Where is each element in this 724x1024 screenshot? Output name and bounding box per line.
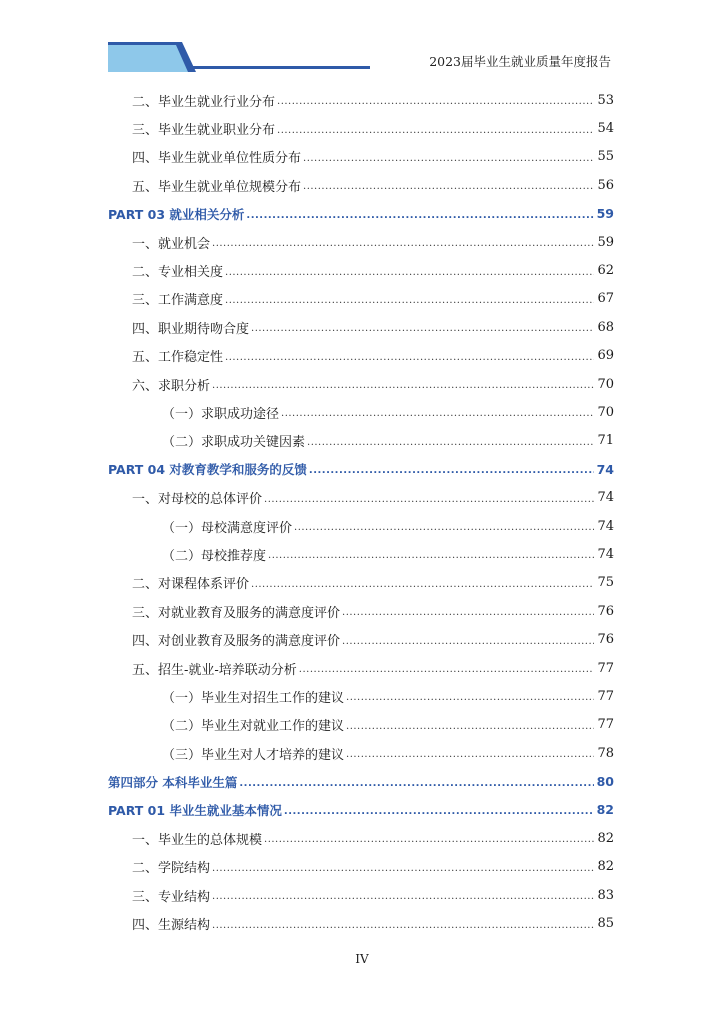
toc-entry-label: 四、职业期待吻合度: [132, 321, 250, 337]
toc-entry-page: 70: [597, 404, 614, 420]
toc-part-heading[interactable]: [108, 796, 614, 824]
toc-entry-label: 三、毕业生就业职业分布: [132, 123, 276, 139]
toc-leader-dots: [307, 438, 594, 448]
toc-entry-label: 一、毕业生的总体规模: [132, 832, 263, 848]
toc-entry-page: 75: [597, 575, 614, 591]
toc-entry[interactable]: [108, 342, 614, 370]
toc-entry-page: 76: [597, 632, 614, 648]
toc-entry-page: 77: [597, 717, 614, 733]
toc-entry-page: 83: [597, 887, 614, 903]
toc-entry-page: 85: [597, 916, 614, 932]
toc-leader-dots: [309, 466, 594, 476]
toc-entry-label: （一）求职成功途径: [162, 406, 280, 422]
toc-entry[interactable]: [108, 824, 614, 852]
toc-entry-page: 59: [596, 206, 614, 222]
toc-entry[interactable]: [108, 597, 614, 625]
toc-entry-page: 71: [597, 433, 614, 449]
toc-leader-dots: [294, 523, 594, 533]
toc-entry[interactable]: [108, 569, 614, 597]
toc-entry[interactable]: [108, 711, 614, 739]
toc-entry[interactable]: [108, 540, 614, 568]
toc-entry-label: PART 03 就业相关分析: [108, 206, 245, 222]
toc-leader-dots: [225, 268, 594, 278]
toc-entry[interactable]: [108, 483, 614, 511]
toc-entry[interactable]: [108, 654, 614, 682]
toc-entry-page: 74: [597, 518, 614, 534]
toc-leader-dots: [346, 750, 594, 760]
page-number: IV: [355, 952, 369, 966]
toc-entry[interactable]: [108, 909, 614, 937]
toc-leader-dots: [299, 665, 595, 675]
toc-leader-dots: [251, 324, 594, 334]
toc-entry-label: 五、招生-就业-培养联动分析: [132, 662, 297, 678]
toc-entry[interactable]: [108, 512, 614, 540]
toc-entry-page: 82: [596, 802, 614, 818]
toc-leader-dots: [225, 296, 594, 306]
toc-entry-label: 四、对创业教育及服务的满意度评价: [132, 634, 341, 650]
toc-entry-label: （二）毕业生对就业工作的建议: [162, 719, 345, 735]
toc-entry-label: 四、毕业生就业单位性质分布: [132, 151, 302, 167]
toc-entry-label: （一）母校满意度评价: [162, 520, 293, 536]
toc-entry-page: 80: [596, 774, 614, 790]
toc-entry-label: 五、工作稳定性: [132, 350, 224, 366]
toc-entry-label: 二、对课程体系评价: [132, 577, 250, 593]
toc-entry-page: 55: [597, 149, 614, 165]
toc-leader-dots: [212, 864, 594, 874]
toc-entry-label: 三、工作满意度: [132, 293, 224, 309]
toc-leader-dots: [303, 182, 594, 192]
toc-entry[interactable]: [108, 398, 614, 426]
toc-leader-dots: [212, 921, 594, 931]
toc-entry[interactable]: [108, 739, 614, 767]
toc-entry[interactable]: [108, 285, 614, 313]
report-title: 2023届毕业生就业质量年度报告: [429, 54, 611, 69]
toc-entry-page: 77: [597, 688, 614, 704]
toc-leader-dots: [246, 211, 593, 221]
toc-entry-page: 69: [597, 348, 614, 364]
toc-entry-label: 第四部分 本科毕业生篇: [108, 774, 238, 790]
toc-leader-dots: [239, 779, 593, 789]
toc-entry[interactable]: [108, 682, 614, 710]
toc-entry[interactable]: [108, 625, 614, 653]
toc-entry[interactable]: [108, 228, 614, 256]
toc-entry-label: 二、毕业生就业行业分布: [132, 94, 276, 110]
toc-leader-dots: [284, 807, 594, 817]
toc-entry[interactable]: [108, 370, 614, 398]
toc-entry-label: 五、毕业生就业单位规模分布: [132, 179, 302, 195]
toc-entry-page: 74: [597, 546, 614, 562]
toc-leader-dots: [225, 353, 594, 363]
toc-leader-dots: [342, 637, 594, 647]
toc-entry-page: 53: [597, 92, 614, 108]
toc-entry-page: 62: [597, 263, 614, 279]
toc-leader-dots: [277, 126, 594, 136]
toc-entry-page: 67: [597, 291, 614, 307]
toc-entry[interactable]: [108, 427, 614, 455]
toc-entry[interactable]: [108, 143, 614, 171]
toc-entry-page: 77: [597, 660, 614, 676]
toc-entry-page: 70: [597, 376, 614, 392]
toc-leader-dots: [268, 551, 594, 561]
toc-leader-dots: [346, 722, 594, 732]
toc-entry-label: 一、对母校的总体评价: [132, 492, 263, 508]
toc-entry[interactable]: [108, 114, 614, 142]
toc-entry[interactable]: [108, 256, 614, 284]
toc-entry-label: （三）毕业生对人才培养的建议: [162, 747, 345, 763]
toc-entry-label: 三、对就业教育及服务的满意度评价: [132, 605, 341, 621]
toc-entry-page: 59: [597, 234, 614, 250]
toc-entry[interactable]: [108, 881, 614, 909]
toc-leader-dots: [342, 608, 594, 618]
toc-entry-page: 76: [597, 603, 614, 619]
toc-entry-label: 一、就业机会: [132, 236, 211, 252]
table-of-contents: [108, 86, 614, 938]
toc-part-heading[interactable]: [108, 200, 614, 228]
toc-entry[interactable]: [108, 313, 614, 341]
toc-entry-page: 54: [597, 121, 614, 137]
toc-entry-page: 74: [597, 490, 614, 506]
toc-leader-dots: [281, 409, 594, 419]
toc-leader-dots: [303, 154, 594, 164]
toc-leader-dots: [212, 381, 594, 391]
toc-leader-dots: [212, 892, 594, 902]
toc-entry[interactable]: [108, 853, 614, 881]
toc-entry-page: 68: [597, 319, 614, 335]
toc-entry-page: 74: [596, 461, 614, 477]
toc-leader-dots: [277, 97, 594, 107]
toc-entry-label: 三、专业结构: [132, 889, 211, 905]
toc-entry[interactable]: [108, 171, 614, 199]
toc-entry[interactable]: [108, 86, 614, 114]
toc-leader-dots: [264, 495, 594, 505]
toc-part-heading[interactable]: [108, 455, 614, 483]
toc-entry-label: 六、求职分析: [132, 378, 211, 394]
toc-entry-page: 82: [597, 859, 614, 875]
toc-entry-label: （二）母校推荐度: [162, 548, 267, 564]
toc-entry-page: 78: [597, 745, 614, 761]
toc-leader-dots: [264, 835, 594, 845]
toc-entry-label: PART 04 对教育教学和服务的反馈: [108, 462, 307, 478]
toc-entry-page: 56: [597, 177, 614, 193]
toc-entry-label: PART 01 毕业生就业基本情况: [108, 802, 282, 818]
toc-entry-label: （二）求职成功关键因素: [162, 435, 306, 451]
toc-leader-dots: [212, 239, 594, 249]
toc-leader-dots: [346, 693, 594, 703]
toc-part-heading[interactable]: [108, 767, 614, 795]
toc-entry-label: 四、生源结构: [132, 918, 211, 934]
toc-entry-label: 二、专业相关度: [132, 265, 224, 281]
toc-entry-label: 二、学院结构: [132, 861, 211, 877]
toc-entry-page: 82: [597, 830, 614, 846]
header-banner-graphic: [0, 0, 724, 80]
toc-leader-dots: [251, 580, 594, 590]
toc-entry-label: （一）毕业生对招生工作的建议: [162, 690, 345, 706]
